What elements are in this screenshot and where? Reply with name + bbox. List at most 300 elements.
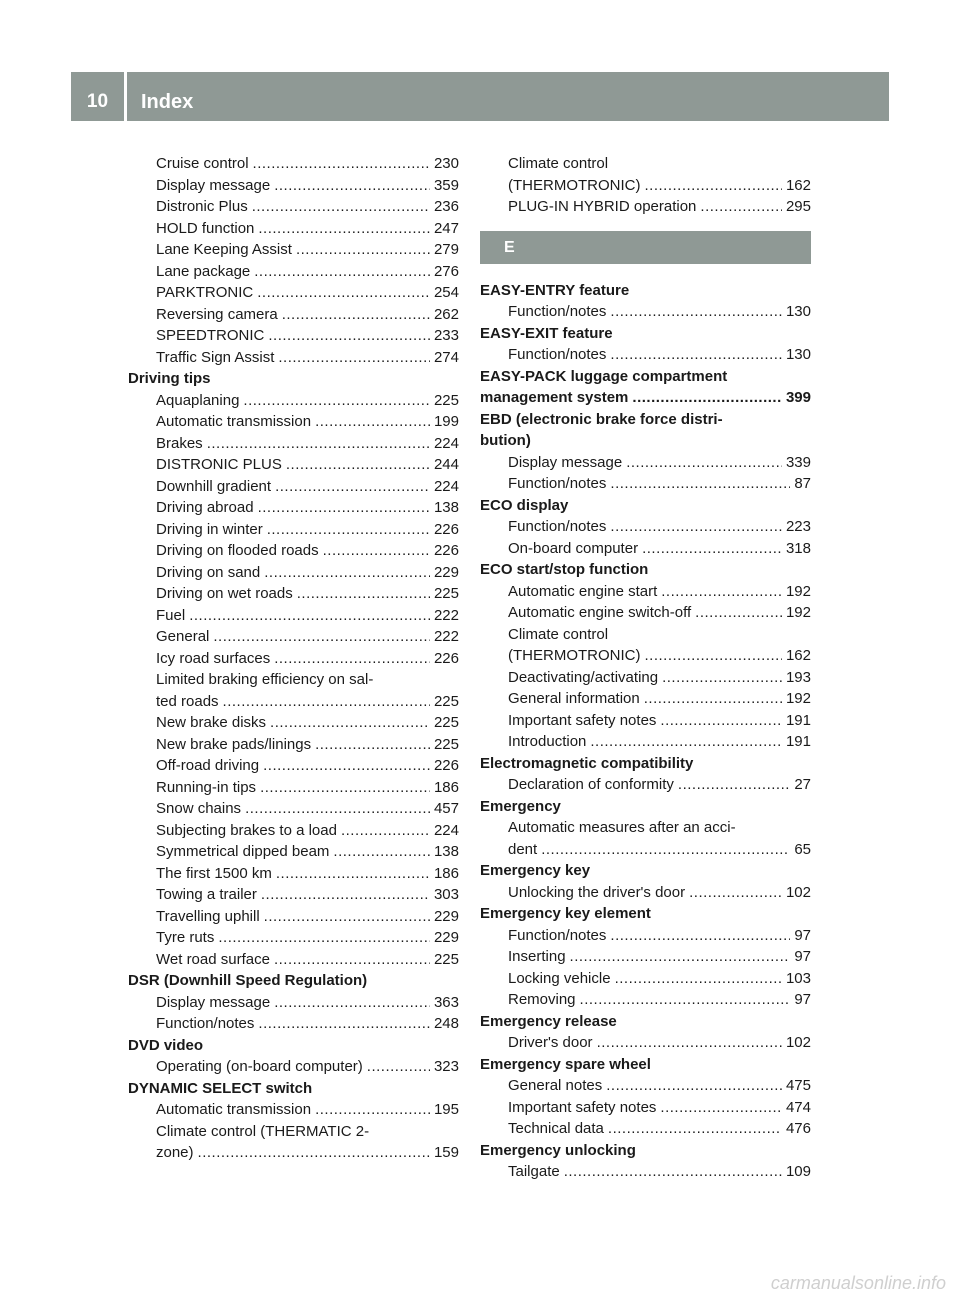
entry-text: Cruise control xyxy=(156,155,249,172)
index-entry xyxy=(480,473,811,495)
dot-leader xyxy=(570,946,791,968)
entry-text: The first 1500 km xyxy=(156,864,272,882)
dot-leader xyxy=(644,645,781,667)
index-entry xyxy=(128,196,459,218)
page-reference: 224 xyxy=(433,434,459,452)
index-entry xyxy=(128,949,459,971)
entry-text: Display message xyxy=(156,176,271,194)
page-reference: 233 xyxy=(433,327,459,344)
index-entry xyxy=(128,798,459,820)
index-heading: DSR (Downhill Speed Regulation) xyxy=(128,972,368,989)
page-reference: 236 xyxy=(433,198,459,215)
dot-leader xyxy=(367,1056,430,1078)
page-reference: 226 xyxy=(433,757,459,774)
index-entry xyxy=(128,562,459,584)
entry-text: Traffic Sign Assist xyxy=(156,348,275,366)
index-heading: ECO display xyxy=(480,496,569,514)
page-reference: 97 xyxy=(794,926,811,944)
page-reference: 130 xyxy=(785,303,811,320)
dot-leader xyxy=(610,473,790,495)
dot-leader xyxy=(315,411,430,433)
dot-leader xyxy=(278,347,430,369)
entry-text: Introduction xyxy=(508,733,587,750)
entry-text: PLUG-IN HYBRID operation xyxy=(508,198,697,215)
dot-leader xyxy=(644,175,781,197)
page-reference: 195 xyxy=(433,1101,459,1118)
index-heading: Emergency key xyxy=(480,862,591,879)
entry-text: Off-road driving xyxy=(156,757,260,774)
dot-leader xyxy=(642,538,782,560)
entry-text: (THERMOTRONIC) xyxy=(508,176,641,194)
index-entry xyxy=(128,755,459,777)
page-reference: 225 xyxy=(433,692,459,710)
index-entry xyxy=(128,347,459,369)
dot-leader xyxy=(296,239,430,261)
dot-leader xyxy=(610,344,782,366)
entry-text: Travelling uphill xyxy=(156,907,260,925)
index-entry xyxy=(480,301,811,323)
page-reference: 130 xyxy=(785,346,811,363)
entry-text: Driving on sand xyxy=(156,563,261,581)
dot-leader xyxy=(189,605,430,627)
index-entry xyxy=(128,1013,459,1035)
entry-text: Driving abroad xyxy=(156,499,254,516)
dot-leader xyxy=(268,325,430,347)
page-reference: 186 xyxy=(433,778,459,796)
index-entry xyxy=(128,540,459,562)
page-reference: 474 xyxy=(785,1098,811,1116)
page-reference: 162 xyxy=(785,176,811,194)
index-entry xyxy=(480,925,811,947)
page-reference: 323 xyxy=(433,1058,459,1075)
page-reference: 225 xyxy=(433,714,459,731)
page-reference: 359 xyxy=(433,176,459,194)
index-entry xyxy=(128,433,459,455)
page-reference: 244 xyxy=(433,456,459,473)
index-heading: EASY-ENTRY feature xyxy=(480,281,630,299)
dot-leader xyxy=(274,992,430,1014)
entry-text: Lane package xyxy=(156,262,251,280)
page-reference: 192 xyxy=(785,690,811,707)
index-entry xyxy=(128,691,459,713)
dot-leader xyxy=(198,1142,430,1164)
page-reference: 186 xyxy=(433,864,459,882)
index-entry xyxy=(480,968,811,990)
index-entry xyxy=(480,839,811,861)
dot-leader xyxy=(644,688,782,710)
index-heading: EASY-EXIT feature xyxy=(480,324,613,342)
entry-text: Automatic transmission xyxy=(156,1101,312,1118)
index-heading: EASY-PACK luggage compartment xyxy=(480,367,728,385)
entry-text: dent xyxy=(508,840,538,858)
index-entry xyxy=(480,1032,811,1054)
entry-text: Driving on wet roads xyxy=(156,585,293,602)
entry-text: management system xyxy=(480,389,629,406)
section-letter-header: E xyxy=(480,231,811,264)
index-entry xyxy=(128,153,459,175)
page-reference: 363 xyxy=(433,993,459,1011)
index-heading: Emergency xyxy=(480,797,561,815)
dot-leader xyxy=(580,989,791,1011)
index-entry xyxy=(480,452,811,474)
page-reference: 226 xyxy=(433,649,459,667)
index-heading xyxy=(480,387,811,409)
page-reference: 27 xyxy=(794,776,811,793)
entry-text: Display message xyxy=(508,453,623,471)
entry-text: Automatic engine start xyxy=(508,582,658,600)
page-reference: 222 xyxy=(433,606,459,624)
entry-text: Tailgate xyxy=(508,1163,560,1180)
index-entry xyxy=(128,304,459,326)
dot-leader xyxy=(608,1118,782,1140)
entry-text: Symmetrical dipped beam xyxy=(156,843,330,860)
page-reference: 229 xyxy=(433,907,459,925)
dot-leader xyxy=(597,1032,782,1054)
page-reference: 138 xyxy=(433,843,459,860)
page-reference: 318 xyxy=(785,539,811,557)
index-column-left xyxy=(128,153,459,1164)
page-reference: 191 xyxy=(785,711,811,729)
entry-text: Unlocking the driver's door xyxy=(508,883,686,901)
index-entry xyxy=(128,1142,459,1164)
dot-leader xyxy=(254,261,430,283)
dot-leader xyxy=(541,839,790,861)
page-reference: 230 xyxy=(433,155,459,172)
index-entry xyxy=(480,581,811,603)
dot-leader xyxy=(333,841,430,863)
page-reference: 247 xyxy=(433,219,459,237)
dot-leader xyxy=(258,497,430,519)
entry-text: Function/notes xyxy=(508,303,607,320)
index-entry xyxy=(480,175,811,197)
page-reference: 223 xyxy=(785,518,811,535)
dot-leader xyxy=(282,304,430,326)
dot-leader xyxy=(275,476,430,498)
dot-leader xyxy=(632,387,782,409)
index-heading: Emergency key element xyxy=(480,905,651,922)
index-heading: bution) xyxy=(480,432,531,449)
entry-text: Distronic Plus xyxy=(156,198,248,215)
index-entry xyxy=(480,1075,811,1097)
page-reference: 159 xyxy=(433,1144,459,1161)
index-entry xyxy=(128,1099,459,1121)
index-entry xyxy=(128,605,459,627)
dot-leader xyxy=(610,301,782,323)
page-reference: 224 xyxy=(433,821,459,839)
dot-leader xyxy=(263,755,430,777)
dot-leader xyxy=(610,516,782,538)
page-reference: 65 xyxy=(794,840,811,858)
dot-leader xyxy=(606,1075,782,1097)
dot-leader xyxy=(258,1013,430,1035)
dot-leader xyxy=(615,968,782,990)
index-entry xyxy=(128,454,459,476)
page-reference: 97 xyxy=(794,991,811,1008)
dot-leader xyxy=(678,774,790,796)
entry-text: Subjecting brakes to a load xyxy=(156,821,337,839)
dot-leader xyxy=(207,433,430,455)
entry-text: Snow chains xyxy=(156,800,242,817)
dot-leader xyxy=(323,540,430,562)
index-entry xyxy=(128,1056,459,1078)
dot-leader xyxy=(213,626,430,648)
entry-text: HOLD function xyxy=(156,219,255,237)
dot-leader xyxy=(276,863,430,885)
page-reference: 224 xyxy=(433,477,459,495)
index-entry xyxy=(480,516,811,538)
page-reference: 162 xyxy=(785,647,811,664)
dot-leader xyxy=(564,1161,782,1183)
entry-text: Tyre ruts xyxy=(156,929,215,946)
index-heading: Electromagnetic compatibility xyxy=(480,754,694,772)
index-entry xyxy=(128,411,459,433)
entry-text: Removing xyxy=(508,991,576,1008)
index-entry xyxy=(128,497,459,519)
dot-leader xyxy=(260,777,430,799)
page-reference: 192 xyxy=(785,582,811,600)
entry-text: Important safety notes xyxy=(508,1098,657,1116)
index-entry xyxy=(480,774,811,796)
entry-text: Function/notes xyxy=(508,926,607,944)
page-reference: 339 xyxy=(785,453,811,471)
entry-text: New brake disks xyxy=(156,714,267,731)
index-entry xyxy=(128,390,459,412)
index-entry xyxy=(128,863,459,885)
index-entry xyxy=(128,626,459,648)
dot-leader xyxy=(274,949,430,971)
entry-text: ted roads xyxy=(156,692,219,710)
page-reference: 229 xyxy=(433,563,459,581)
index-heading: EBD (electronic brake force distri- xyxy=(480,410,723,428)
page-reference: 226 xyxy=(433,520,459,538)
dot-leader xyxy=(274,648,430,670)
index-heading: DYNAMIC SELECT switch xyxy=(128,1079,313,1097)
dot-leader xyxy=(274,175,430,197)
page-reference: 457 xyxy=(433,800,459,817)
index-heading: Emergency unlocking xyxy=(480,1141,636,1159)
page-reference: 303 xyxy=(433,886,459,903)
index-entry xyxy=(480,538,811,560)
entry-text: Towing a trailer xyxy=(156,886,257,903)
entry-text: zone) xyxy=(156,1144,194,1161)
dot-leader xyxy=(286,454,430,476)
index-entry xyxy=(128,927,459,949)
page-reference: 138 xyxy=(433,499,459,516)
entry-text: Important safety notes xyxy=(508,711,657,729)
entry-text: General notes xyxy=(508,1077,603,1094)
entry-text: Declaration of conformity xyxy=(508,776,674,793)
index-entry xyxy=(128,712,459,734)
dot-leader xyxy=(626,452,782,474)
index-entry xyxy=(480,731,811,753)
page-reference: 226 xyxy=(433,542,459,559)
index-entry xyxy=(128,884,459,906)
index-entry xyxy=(128,282,459,304)
page-reference: 191 xyxy=(785,733,811,750)
entry-text: New brake pads/linings xyxy=(156,735,312,753)
index-entry xyxy=(480,1161,811,1183)
dot-leader xyxy=(245,798,430,820)
page-reference: 274 xyxy=(433,348,459,366)
dot-leader xyxy=(610,925,790,947)
index-entries-e xyxy=(480,280,811,1183)
dot-leader xyxy=(695,602,782,624)
index-entry xyxy=(128,906,459,928)
page-reference: 225 xyxy=(433,585,459,602)
dot-leader xyxy=(297,583,430,605)
dot-leader xyxy=(700,196,782,218)
index-entry xyxy=(480,645,811,667)
index-entry xyxy=(128,519,459,541)
entry-text: PARKTRONIC xyxy=(156,284,254,301)
entry-text: Display message xyxy=(156,993,271,1011)
index-entry: Limited braking efficiency on sal- xyxy=(156,671,374,688)
page-reference: 248 xyxy=(433,1015,459,1032)
page-reference: 254 xyxy=(433,284,459,301)
entry-text: Function/notes xyxy=(156,1015,255,1032)
page-reference: 225 xyxy=(433,735,459,753)
index-heading: Emergency spare wheel xyxy=(480,1055,651,1073)
dot-leader xyxy=(257,282,430,304)
index-entry xyxy=(128,841,459,863)
index-entry xyxy=(128,777,459,799)
index-entry xyxy=(128,992,459,1014)
page-reference: 102 xyxy=(785,883,811,901)
entry-text: Running-in tips xyxy=(156,778,257,796)
index-entry xyxy=(128,325,459,347)
index-entry xyxy=(128,175,459,197)
entry-text: Wet road surface xyxy=(156,950,270,968)
dot-leader xyxy=(252,196,430,218)
page-header xyxy=(71,72,889,121)
entry-text: Driver's door xyxy=(508,1034,593,1051)
dot-leader xyxy=(315,734,430,756)
dot-leader xyxy=(253,153,430,175)
entry-text: Fuel xyxy=(156,606,186,624)
page-reference: 193 xyxy=(785,668,811,686)
dot-leader xyxy=(267,519,430,541)
entry-text: DISTRONIC PLUS xyxy=(156,456,282,473)
entry-text: On-board computer xyxy=(508,539,639,557)
dot-leader xyxy=(223,691,430,713)
page-reference: 103 xyxy=(785,969,811,987)
dot-leader xyxy=(660,1097,782,1119)
dot-leader xyxy=(660,710,782,732)
page-reference: 102 xyxy=(785,1034,811,1051)
index-heading: ECO start/stop function xyxy=(480,561,649,578)
dot-leader xyxy=(689,882,782,904)
entry-text: Downhill gradient xyxy=(156,477,272,495)
entry-text: Inserting xyxy=(508,948,566,965)
dot-leader xyxy=(590,731,782,753)
page-reference: 192 xyxy=(785,604,811,621)
entry-text: Reversing camera xyxy=(156,305,278,323)
entry-text: General xyxy=(156,628,210,645)
entry-text: Brakes xyxy=(156,434,203,452)
index-entry: Automatic measures after an acci- xyxy=(508,819,736,836)
page-reference: 109 xyxy=(785,1163,811,1180)
index-heading: Driving tips xyxy=(128,370,211,387)
page-reference: 87 xyxy=(794,475,811,492)
index-entry xyxy=(128,820,459,842)
page-reference: 295 xyxy=(785,198,811,215)
entry-text: Aquaplaning xyxy=(156,391,240,409)
page-reference: 399 xyxy=(785,389,811,406)
entry-text: Function/notes xyxy=(508,346,607,363)
index-entry xyxy=(480,344,811,366)
header-divider xyxy=(124,72,127,121)
index-entry xyxy=(128,218,459,240)
entry-text: Automatic transmission xyxy=(156,413,312,430)
index-entry xyxy=(480,1097,811,1119)
page-title: Index xyxy=(141,91,194,113)
index-entry: Climate control xyxy=(508,155,609,172)
page-reference: 475 xyxy=(785,1077,811,1094)
index-entry xyxy=(480,667,811,689)
entry-text: Operating (on-board computer) xyxy=(156,1058,363,1075)
entry-text: (THERMOTRONIC) xyxy=(508,647,641,664)
watermark: carmanualsonline.info xyxy=(770,1273,946,1293)
index-entry xyxy=(128,261,459,283)
entry-text: Driving in winter xyxy=(156,520,263,538)
dot-leader xyxy=(258,218,430,240)
dot-leader xyxy=(315,1099,430,1121)
page-number: 10 xyxy=(86,91,109,112)
index-entry xyxy=(128,583,459,605)
index-entry xyxy=(128,239,459,261)
entry-text: Automatic engine switch-off xyxy=(508,604,692,621)
index-entry xyxy=(480,946,811,968)
index-entry xyxy=(128,648,459,670)
index-entry xyxy=(480,1118,811,1140)
entry-text: Technical data xyxy=(508,1120,604,1137)
index-column-right xyxy=(480,153,811,1183)
index-heading: Emergency release xyxy=(480,1012,617,1030)
page-reference: 262 xyxy=(433,305,459,323)
index-entry xyxy=(480,882,811,904)
entry-text: SPEEDTRONIC xyxy=(156,327,265,344)
dot-leader xyxy=(341,820,430,842)
index-heading: DVD video xyxy=(128,1036,204,1054)
page-reference: 222 xyxy=(433,628,459,645)
entry-text: Function/notes xyxy=(508,475,607,492)
page-reference: 276 xyxy=(433,262,459,280)
dot-leader xyxy=(270,712,430,734)
entry-text: Icy road surfaces xyxy=(156,649,271,667)
index-entry xyxy=(480,989,811,1011)
page-reference: 97 xyxy=(794,948,811,965)
dot-leader xyxy=(264,906,430,928)
index-entry xyxy=(128,476,459,498)
dot-leader xyxy=(264,562,430,584)
entry-text: Deactivating/activating xyxy=(508,668,659,686)
index-continuation xyxy=(480,153,811,218)
page-reference: 199 xyxy=(433,413,459,430)
index-entry xyxy=(480,710,811,732)
index-entry: Climate control (THERMATIC 2- xyxy=(156,1122,370,1140)
page-reference: 225 xyxy=(433,391,459,409)
entry-text: General information xyxy=(508,690,640,707)
dot-leader xyxy=(218,927,430,949)
index-entry: Climate control xyxy=(508,625,609,643)
page-reference: 225 xyxy=(433,950,459,968)
dot-leader xyxy=(661,581,782,603)
index-entry xyxy=(480,196,811,218)
index-entry xyxy=(480,688,811,710)
index-entry xyxy=(480,602,811,624)
entry-text: Lane Keeping Assist xyxy=(156,241,292,258)
page-reference: 476 xyxy=(785,1120,811,1137)
